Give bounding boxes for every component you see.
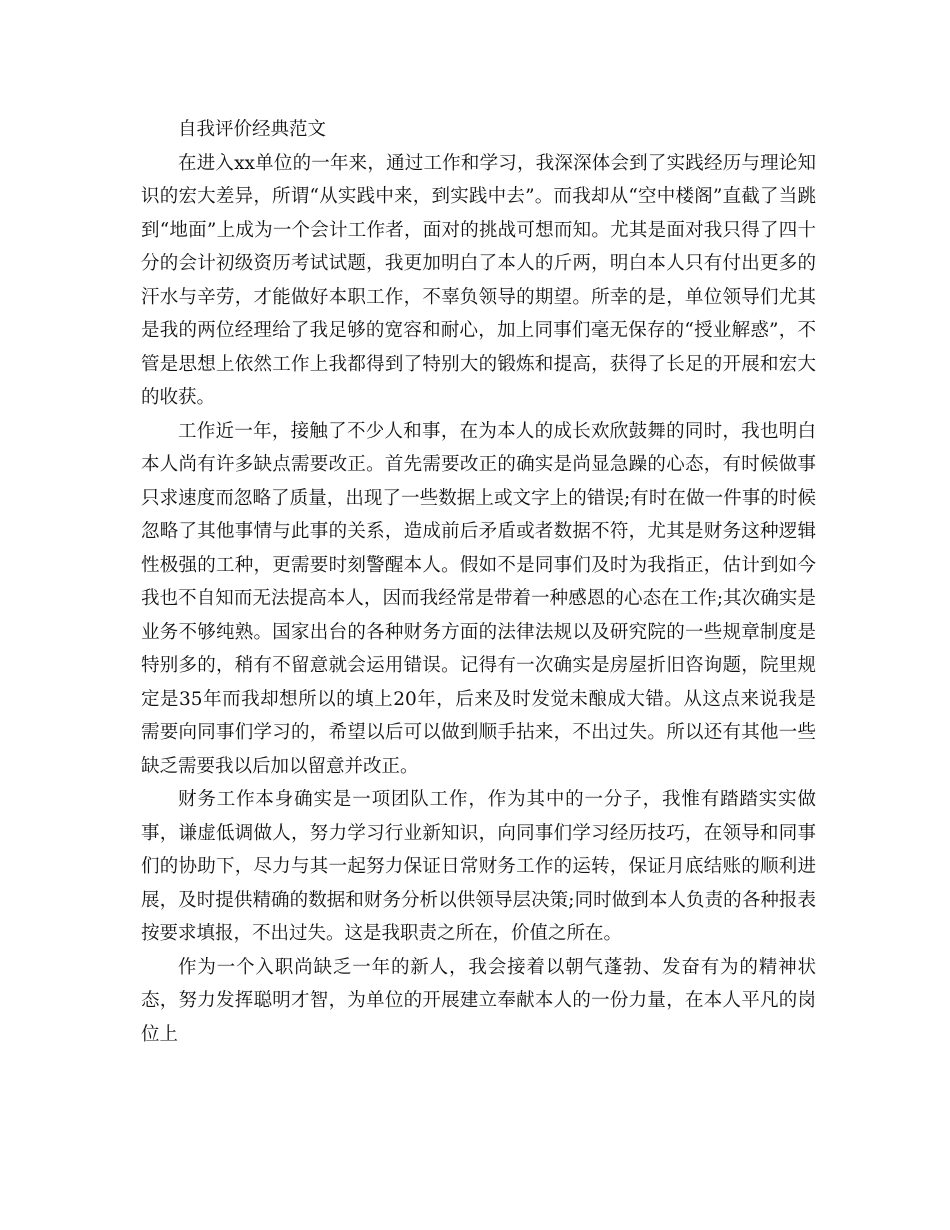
paragraph-1: 在进入xx单位的一年来，通过工作和学习，我深深体会到了实践经历与理论知识的宏大差异，所谓“从实践中来，到实践中去”。而我却从“空中楼阁”直截了当跳到“地面”上成为一个会计工作者，面对的挑战可想而知。尤其是面对我只得了四十分的会计初级资历考试试题，我更加明白了本人的斤两，明白本人只有付出更多的汗水与辛劳，才能做好本职工作，不辜负领导的期望。所幸的是，单位领导们尤其是我的两位经理给了我足够的宽容和耐心，加上同事们毫无保存的“授业解惑”，不管是思想上依然工作上我都得到了特别大的锻炼和提高，获得了长足的开展和宏大的收获。 <box>141 152 816 408</box>
document-body <box>141 113 816 1051</box>
paragraph-3: 财务工作本身确实是一项团队工作，作为其中的一分子，我惟有踏踏实实做事，谦虚低调做人，努力学习行业新知识，向同事们学习经历技巧，在领导和同事们的协助下，尽力与其一起努力保证日常财务工作的运转，保证月底结账的顺利进展，及时提供精确的数据和财务分析以供领导层决策;同时做到本人负责的各种报表按要求填报，不出过失。这是我职责之所在，价值之所在。 <box>141 789 816 944</box>
paragraph-2: 工作近一年，接触了不少人和事，在为本人的成长欢欣鼓舞的同时，我也明白本人尚有许多缺点需要改正。首先需要改正的确实是尚显急躁的心态，有时候做事只求速度而忽略了质量，出现了一些数据上或文字上的错误;有时在做一件事的时候忽略了其他事情与此事的关系，造成前后矛盾或者数据不符，尤其是财务这种逻辑性极强的工种，更需要时刻警醒本人。假如不是同事们及时为我指正，估计到如今我也不自知而无法提高本人，因而我经常是带着一种感恩的心态在工作;其次确实是业务不够纯熟。国家出台的各种财务方面的法律法规以及研究院的一些规章制度是特别多的，稍有不留意就会运用错误。记得有一次确实是房屋折旧咨询题，院里规定是35年而我却想所以的填上20年，后来及时发觉未酿成大错。从这点来说我是需要向同事们学习的，希望以后可以做到顺手拈来，不出过失。所以还有其他一些缺乏需要我以后加以留意并改正。 <box>141 420 816 777</box>
paragraph-4: 作为一个入职尚缺乏一年的新人，我会接着以朝气蓬勃、发奋有为的精神状态，努力发挥聪明才智，为单位的开展建立奉献本人的一份力量，在本人平凡的岗位上 <box>141 956 816 1045</box>
document-title: 自我评价经典范文 <box>178 119 327 140</box>
